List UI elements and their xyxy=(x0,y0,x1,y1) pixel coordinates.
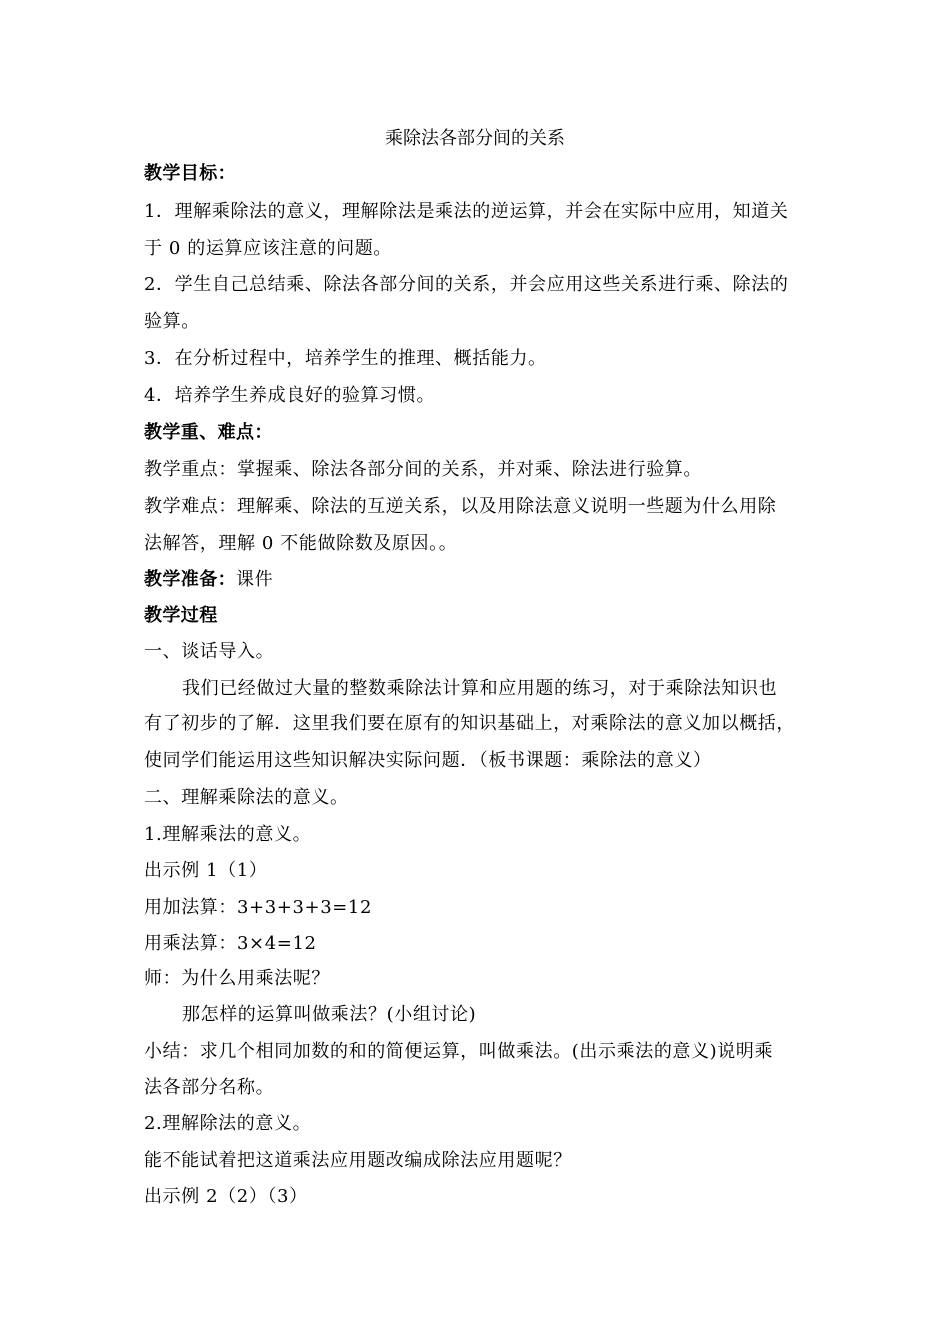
goal-1-line-2: 于 0 的运算应该注意的问题。 xyxy=(144,238,392,259)
preparation-row xyxy=(144,567,824,593)
multiplication-formula: 用乘法算：3×4=12 xyxy=(144,933,317,954)
example-1: 出示例 1（1） xyxy=(144,860,268,881)
part-2-heading: 二、理解乘除法的意义。 xyxy=(144,787,349,808)
part-1-paragraph-line-3: 使同学们能运用这些知识解决实际问题．（板书课题：乘除法的意义） xyxy=(144,750,712,771)
goal-4: 4．培养学生养成良好的验算习惯。 xyxy=(144,385,436,406)
difficulty-line-2: 法解答，理解 0 不能做除数及原因。。 xyxy=(144,533,458,554)
document-title: 乘除法各部分间的关系 xyxy=(385,128,565,149)
teacher-question: 师：为什么用乘法呢？ xyxy=(144,968,330,989)
key-points-heading: 教学重、难点： xyxy=(144,422,273,443)
process-heading: 教学过程 xyxy=(144,605,218,626)
goal-2-line-1: 2．学生自己总结乘、除法各部分间的关系，并会应用这些关系进行乘、除法的 xyxy=(144,274,789,295)
goal-1-line-1: 1．理解乘除法的意义，理解除法是乘法的逆运算，并会在实际中应用，知道关 xyxy=(144,201,789,222)
goal-2-line-2: 验算。 xyxy=(144,311,200,332)
goals-heading: 教学目标： xyxy=(144,163,236,184)
part-1-heading: 一、谈话导入。 xyxy=(144,641,275,662)
part-1-paragraph-line-2: 有了初步的了解．这里我们要在原有的知识基础上，对乘除法的意义加以概括， xyxy=(144,713,795,734)
summary-line-1: 小结：求几个相同加数的和的简便运算，叫做乘法。(出示乘法的意义)说明乘 xyxy=(144,1041,774,1062)
example-2: 出示例 2（2）（3） xyxy=(144,1186,308,1207)
goal-3: 3．在分析过程中，培养学生的推理、概括能力。 xyxy=(144,348,547,369)
preparation-heading: 教学准备： xyxy=(144,569,236,590)
division-question: 能不能试着把这道乘法应用题改编成除法应用题呢？ xyxy=(144,1150,572,1171)
difficulty-line-1: 教学难点：理解乘、除法的互逆关系，以及用除法意义说明一些题为什么用除 xyxy=(144,496,777,517)
key-point: 教学重点：掌握乘、除法各部分间的关系，并对乘、除法进行验算。 xyxy=(144,459,702,480)
part-1-paragraph-line-1: 我们已经做过大量的整数乘除法计算和应用题的练习，对于乘除法知识也 xyxy=(182,678,778,699)
step-1: 1.理解乘法的意义。 xyxy=(144,824,312,845)
addition-formula: 用加法算：3+3+3+3=12 xyxy=(144,897,373,918)
group-discussion: 那怎样的运算叫做乘法？(小组讨论) xyxy=(182,1004,477,1025)
summary-line-2: 法各部分名称。 xyxy=(144,1077,275,1098)
step-2: 2.理解除法的意义。 xyxy=(144,1113,312,1134)
preparation-value: 课件 xyxy=(236,569,274,590)
